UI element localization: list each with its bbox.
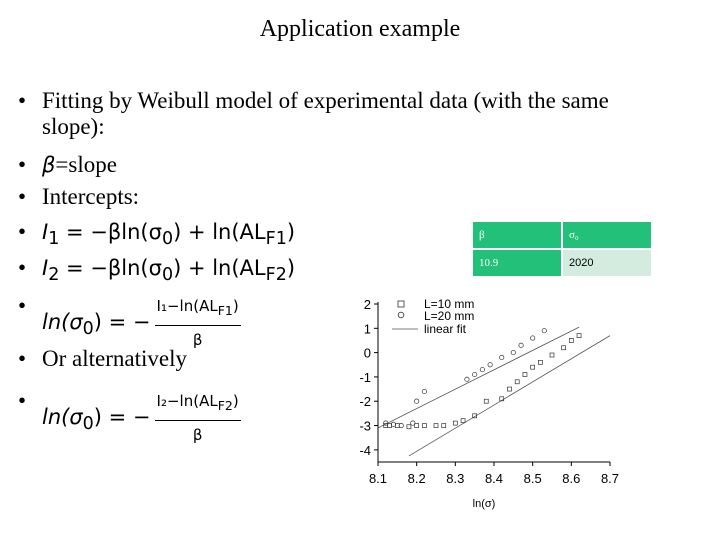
data-point-l10 (453, 421, 457, 425)
eq-term: ) (232, 392, 239, 410)
bullet-marker: • (18, 346, 27, 371)
data-point-l10 (484, 399, 488, 403)
linear-fit-line (378, 327, 579, 428)
denominator: β (192, 426, 203, 444)
x-tick-label: 8.7 (600, 471, 620, 486)
x-tick-label: 8.2 (407, 471, 426, 486)
bullet-marker: • (18, 293, 27, 318)
fraction (155, 388, 241, 448)
data-point-l10 (442, 424, 446, 428)
y-tick-label: 0 (363, 345, 371, 361)
weibull-chart (330, 290, 630, 512)
slide-title: Application example (259, 16, 461, 42)
eq-symbol: I (42, 220, 49, 244)
y-tick-label: -4 (359, 442, 371, 458)
y-tick-label: -2 (359, 394, 371, 410)
data-point-l10 (461, 419, 465, 423)
eq-term: ln(σ (42, 405, 83, 429)
data-point-l10 (531, 365, 535, 369)
data-point-l10 (407, 425, 411, 429)
data-point-l10 (507, 387, 511, 391)
eq-term: ) + ln(AL (173, 256, 266, 280)
data-point-l10 (422, 424, 426, 428)
bullet-marker: • (18, 388, 27, 413)
bullet-text: Fitting by Weibull model of experimental data (with the same slope): (42, 88, 609, 139)
eq-term: ) (286, 256, 296, 280)
y-tick-label: 1 (363, 321, 371, 337)
data-point-l10 (562, 346, 566, 350)
eq-subscript: F2 (265, 265, 287, 286)
x-tick-label: 8.1 (368, 471, 388, 486)
eq-term: ) = − (93, 405, 151, 429)
bullet-text: Intercepts: (42, 184, 140, 209)
eq-subscript: 0 (161, 229, 174, 250)
eq-term: I₂−ln(AL (156, 392, 218, 410)
data-point-l20 (411, 421, 415, 425)
numerator (155, 293, 241, 326)
legend-marker-circle (398, 312, 404, 318)
legend-marker-square (398, 301, 404, 307)
data-point-l10 (515, 380, 519, 384)
eq-term: = −βln(σ (59, 220, 162, 244)
eq-subscript: 2 (48, 265, 60, 286)
data-point-l20 (542, 329, 546, 333)
numerator (155, 388, 241, 421)
data-point-l10 (434, 424, 438, 428)
x-tick-label: 8.4 (484, 471, 504, 486)
data-point-l20 (472, 372, 476, 376)
bullet-marker: • (18, 184, 27, 209)
eq-subscript: 0 (82, 319, 94, 340)
legend-label: L=10 mm (424, 297, 475, 311)
data-point-l10 (577, 334, 581, 338)
eq-subscript: 1 (48, 229, 60, 250)
eq-term: ln(σ (42, 310, 83, 334)
data-point-l10 (523, 372, 527, 376)
bullet-marker: • (18, 88, 27, 113)
eq-term: = −βln(σ (59, 256, 162, 280)
eq-subscript: 0 (161, 265, 174, 286)
denominator: β (192, 331, 203, 349)
data-point-l10 (569, 338, 573, 342)
legend-label: linear fit (424, 322, 467, 336)
eq-subscript: F2 (217, 398, 233, 413)
bullet-marker: • (18, 255, 27, 280)
bullet-text: Or alternatively (42, 346, 187, 371)
data-point-l20 (480, 367, 484, 371)
x-tick-label: 8.6 (562, 471, 581, 486)
data-point-l20 (519, 343, 523, 347)
table-header-beta: β (473, 222, 561, 248)
data-point-l10 (550, 353, 554, 357)
table-value-beta: 10.9 (473, 250, 561, 276)
data-point-l20 (414, 399, 418, 403)
bullet-text: =slope (55, 152, 117, 177)
bullet-content (42, 152, 642, 178)
table-header-sigma: σ₀ (563, 222, 651, 248)
bullet-marker: • (18, 152, 27, 177)
bullet-marker: • (18, 219, 27, 244)
data-point-l20 (530, 336, 534, 340)
data-point-l20 (465, 377, 469, 381)
y-tick-label: -3 (359, 418, 371, 434)
y-tick-label: 2 (363, 297, 371, 312)
eq-symbol: I (42, 256, 49, 280)
data-point-l20 (511, 350, 515, 354)
eq-subscript: F1 (217, 303, 233, 318)
eq-subscript: F1 (265, 229, 287, 250)
beta-symbol: β (42, 153, 56, 177)
data-point-l20 (488, 363, 492, 367)
data-point-l20 (500, 355, 504, 359)
eq-term: ) = − (93, 310, 151, 334)
eq-term: ) (286, 220, 296, 244)
data-point-l20 (422, 389, 426, 393)
fraction (155, 293, 241, 353)
linear-fit-line (409, 336, 610, 456)
legend-label: L=20 mm (424, 309, 475, 323)
data-point-l10 (415, 424, 419, 428)
x-tick-label: 8.5 (523, 471, 542, 486)
x-axis-label: ln(σ) (472, 498, 496, 510)
data-point-l10 (538, 360, 542, 364)
eq-term: ) (232, 297, 239, 315)
eq-term: I₁−ln(AL (156, 297, 218, 315)
table-value-sigma: 2020 (563, 250, 651, 276)
x-tick-label: 8.3 (446, 471, 465, 486)
eq-term: ) + ln(AL (173, 220, 266, 244)
y-tick-label: -1 (359, 369, 371, 385)
eq-subscript: 0 (82, 414, 94, 435)
